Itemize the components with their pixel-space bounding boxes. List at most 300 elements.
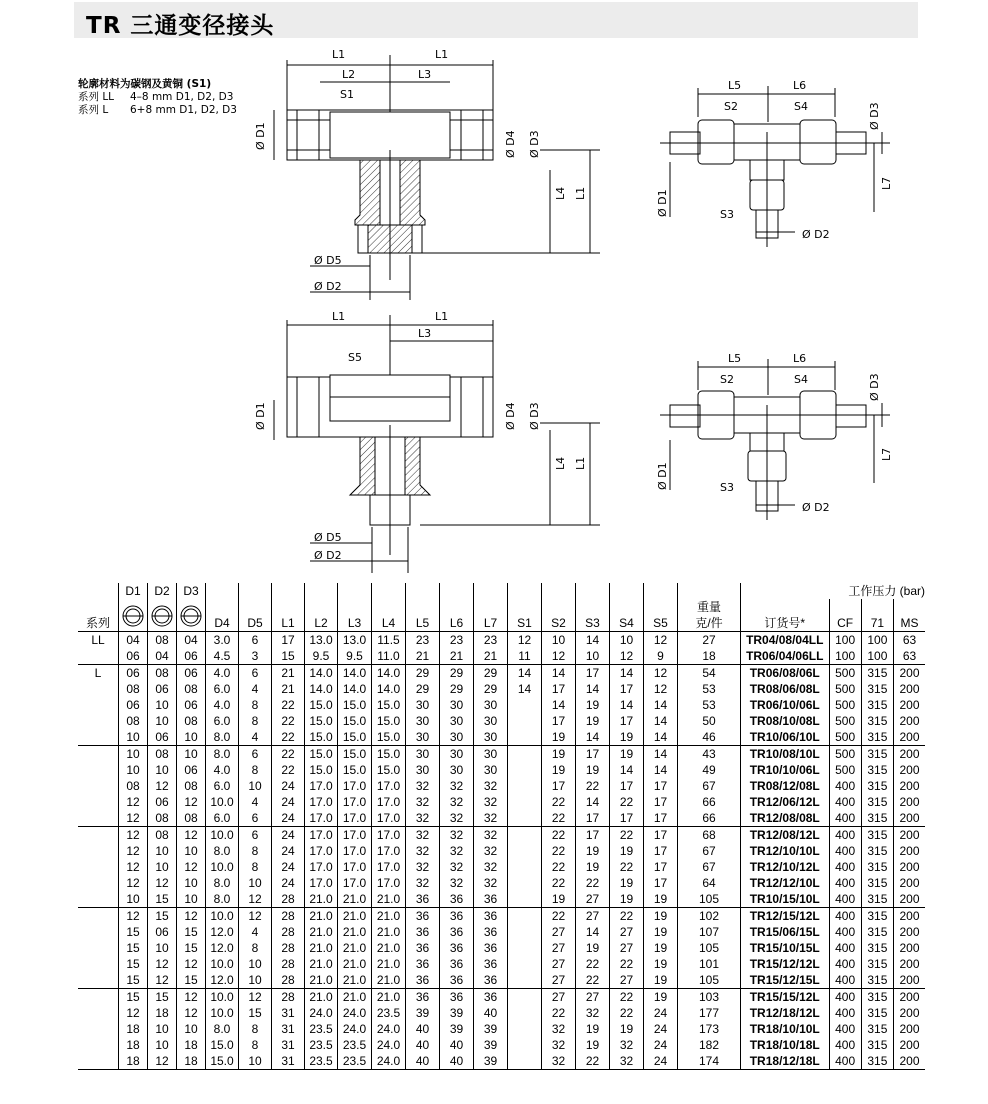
table-cell: 315 bbox=[861, 827, 893, 844]
table-cell: 11 bbox=[508, 648, 542, 665]
label-d1: Ø D1 bbox=[254, 402, 267, 430]
table-cell: 17.0 bbox=[372, 875, 406, 891]
table-cell: 100 bbox=[861, 632, 893, 649]
table-cell: 22 bbox=[272, 713, 305, 729]
material-line: 系列 LL 4–8 mm D1, D2, D3 bbox=[78, 91, 234, 103]
table-cell: 14 bbox=[610, 665, 644, 682]
table-cell: 10 bbox=[177, 1021, 206, 1037]
table-row bbox=[78, 713, 925, 729]
table-cell: 8.0 bbox=[206, 746, 239, 763]
table-cell: 29 bbox=[474, 665, 508, 682]
col-header-d3-top: D3 bbox=[177, 583, 206, 599]
cell-series bbox=[78, 924, 119, 940]
table-cell: 12 bbox=[177, 827, 206, 844]
col-header-s3: S3 bbox=[576, 599, 610, 632]
table-cell: 6 bbox=[239, 810, 272, 827]
table-cell: 08 bbox=[119, 713, 148, 729]
table-cell: 23 bbox=[406, 632, 440, 649]
table-cell: 46 bbox=[678, 729, 741, 746]
table-row bbox=[78, 762, 925, 778]
label-l7: L7 bbox=[880, 447, 893, 461]
table-cell: 17.0 bbox=[305, 875, 338, 891]
table-cell: 200 bbox=[894, 891, 926, 908]
table-cell: 8 bbox=[239, 1021, 272, 1037]
cell-series bbox=[78, 778, 119, 794]
table-cell: 315 bbox=[861, 697, 893, 713]
table-cell: 17 bbox=[644, 875, 678, 891]
table-cell: 22 bbox=[542, 810, 576, 827]
table-cell: 19 bbox=[644, 989, 678, 1006]
table-row bbox=[78, 908, 925, 925]
table-cell: 22 bbox=[576, 1053, 610, 1070]
table-cell: 14 bbox=[644, 746, 678, 763]
table-cell: 12.0 bbox=[206, 940, 239, 956]
table-cell: 14 bbox=[576, 794, 610, 810]
table-cell: 315 bbox=[861, 794, 893, 810]
table-cell: 24 bbox=[644, 1037, 678, 1053]
table-cell: 08 bbox=[177, 810, 206, 827]
table-cell: 14 bbox=[644, 697, 678, 713]
label-d5: Ø D5 bbox=[314, 531, 342, 544]
label-l5: L5 bbox=[728, 79, 742, 92]
table-cell: 19 bbox=[542, 729, 576, 746]
table-cell bbox=[508, 956, 542, 972]
table-cell: 08 bbox=[148, 632, 177, 649]
table-cell: 24.0 bbox=[338, 1005, 372, 1021]
table-cell: 8 bbox=[239, 697, 272, 713]
table-cell: 4 bbox=[239, 924, 272, 940]
table-cell: 19 bbox=[542, 762, 576, 778]
table-cell: 6 bbox=[239, 746, 272, 763]
table-cell: 15 bbox=[177, 940, 206, 956]
table-cell: TR18/12/18L bbox=[741, 1053, 830, 1070]
table-cell: 400 bbox=[829, 891, 861, 908]
table-cell: 14.0 bbox=[338, 681, 372, 697]
table-cell: 32 bbox=[610, 1053, 644, 1070]
table-cell: 17 bbox=[610, 778, 644, 794]
table-cell: 17.0 bbox=[305, 859, 338, 875]
table-cell: 14 bbox=[542, 697, 576, 713]
label-d1: Ø D1 bbox=[656, 462, 669, 490]
table-cell: 21.0 bbox=[338, 956, 372, 972]
table-cell: TR12/10/10L bbox=[741, 843, 830, 859]
table-cell: 30 bbox=[406, 746, 440, 763]
table-cell: 19 bbox=[576, 762, 610, 778]
table-cell: 27 bbox=[542, 924, 576, 940]
col-header-l1: L1 bbox=[272, 599, 305, 632]
table-row bbox=[78, 940, 925, 956]
label-l4: L4 bbox=[554, 186, 567, 200]
table-cell: 315 bbox=[861, 665, 893, 682]
label-l7: L7 bbox=[880, 176, 893, 190]
table-cell: TR08/10/08L bbox=[741, 713, 830, 729]
label-d3: Ø D3 bbox=[868, 102, 881, 130]
material-note bbox=[78, 78, 237, 117]
table-cell: 17.0 bbox=[372, 810, 406, 827]
table-cell: 08 bbox=[119, 681, 148, 697]
table-cell: 19 bbox=[576, 859, 610, 875]
table-cell: 24 bbox=[272, 810, 305, 827]
table-cell: 18 bbox=[177, 1053, 206, 1070]
table-cell: 500 bbox=[829, 681, 861, 697]
table-cell: 200 bbox=[894, 940, 926, 956]
table-cell: 17.0 bbox=[338, 827, 372, 844]
table-cell: 36 bbox=[406, 956, 440, 972]
cell-series bbox=[78, 794, 119, 810]
table-cell: 24.0 bbox=[338, 1021, 372, 1037]
table-cell bbox=[508, 940, 542, 956]
cell-series bbox=[78, 810, 119, 827]
col-header-d1-top: D1 bbox=[119, 583, 148, 599]
table-cell: 10.0 bbox=[206, 859, 239, 875]
table-cell: 200 bbox=[894, 972, 926, 989]
page-title: TR 三通变径接头 bbox=[86, 13, 275, 39]
table-cell: 315 bbox=[861, 989, 893, 1006]
label-d2: Ø D2 bbox=[802, 228, 830, 241]
table-cell: 21.0 bbox=[372, 972, 406, 989]
label-d2: Ø D2 bbox=[314, 280, 342, 293]
table-cell: 11.5 bbox=[372, 632, 406, 649]
table-cell: TR15/06/15L bbox=[741, 924, 830, 940]
circle-hex-icon bbox=[180, 605, 202, 627]
table-cell: 315 bbox=[861, 875, 893, 891]
table-cell: 15.0 bbox=[338, 762, 372, 778]
table-cell: 21 bbox=[406, 648, 440, 665]
table-cell: 500 bbox=[829, 729, 861, 746]
table-cell: 24.0 bbox=[372, 1053, 406, 1070]
table-cell: 36 bbox=[440, 956, 474, 972]
table-cell: 15 bbox=[148, 908, 177, 925]
table-row bbox=[78, 875, 925, 891]
label-d5: Ø D5 bbox=[314, 254, 342, 267]
table-cell: 63 bbox=[894, 648, 926, 665]
table-cell: 4 bbox=[239, 794, 272, 810]
table-cell: 22 bbox=[542, 859, 576, 875]
table-cell: 315 bbox=[861, 891, 893, 908]
table-cell: 4.0 bbox=[206, 762, 239, 778]
table-cell: 400 bbox=[829, 843, 861, 859]
table-cell: TR08/12/08L bbox=[741, 778, 830, 794]
table-cell: 10 bbox=[148, 762, 177, 778]
table-cell: 18 bbox=[678, 648, 741, 665]
table-row bbox=[78, 648, 925, 665]
table-cell: 21.0 bbox=[372, 908, 406, 925]
table-cell: 18 bbox=[148, 1005, 177, 1021]
table-cell: 17 bbox=[542, 681, 576, 697]
table-cell: 30 bbox=[406, 729, 440, 746]
table-cell: 12 bbox=[177, 1005, 206, 1021]
table-cell: 08 bbox=[148, 827, 177, 844]
cell-series bbox=[78, 1021, 119, 1037]
table-cell: 315 bbox=[861, 778, 893, 794]
cell-series bbox=[78, 827, 119, 844]
table-cell: 06 bbox=[148, 681, 177, 697]
table-cell: TR06/04/06LL bbox=[741, 648, 830, 665]
table-cell: 17 bbox=[644, 778, 678, 794]
table-cell: 14.0 bbox=[338, 665, 372, 682]
table-cell: 15 bbox=[239, 1005, 272, 1021]
table-cell: 10 bbox=[576, 648, 610, 665]
table-cell: TR06/10/06L bbox=[741, 697, 830, 713]
table-cell: 10.0 bbox=[206, 956, 239, 972]
table-cell: 17.0 bbox=[305, 827, 338, 844]
table-cell: 21.0 bbox=[372, 924, 406, 940]
table-cell: TR18/10/18L bbox=[741, 1037, 830, 1053]
table-cell: 105 bbox=[678, 891, 741, 908]
table-cell: 43 bbox=[678, 746, 741, 763]
table-cell: 6.0 bbox=[206, 778, 239, 794]
table-cell: 22 bbox=[576, 956, 610, 972]
table-cell: 315 bbox=[861, 729, 893, 746]
table-cell: 32 bbox=[440, 859, 474, 875]
table-cell: 32 bbox=[474, 875, 508, 891]
table-cell bbox=[508, 794, 542, 810]
table-cell: 10 bbox=[177, 843, 206, 859]
table-cell: 10.0 bbox=[206, 1005, 239, 1021]
table-cell: 30 bbox=[474, 762, 508, 778]
table-cell: 18 bbox=[119, 1053, 148, 1070]
table-cell bbox=[508, 810, 542, 827]
table-cell: 10 bbox=[148, 940, 177, 956]
col-header-系列: 系列 bbox=[78, 599, 119, 632]
table-cell: 101 bbox=[678, 956, 741, 972]
table-cell: TR10/15/10L bbox=[741, 891, 830, 908]
table-cell: 36 bbox=[406, 924, 440, 940]
table-cell: 10 bbox=[148, 697, 177, 713]
table-cell: 17.0 bbox=[305, 778, 338, 794]
table-cell: 39 bbox=[474, 1021, 508, 1037]
label-l1: L1 bbox=[332, 310, 346, 323]
table-cell: 400 bbox=[829, 908, 861, 925]
table-cell: 12 bbox=[148, 875, 177, 891]
table-cell: 19 bbox=[610, 729, 644, 746]
table-cell: 24 bbox=[272, 843, 305, 859]
table-cell: 17.0 bbox=[305, 810, 338, 827]
table-cell: 15.0 bbox=[338, 729, 372, 746]
table-cell: 10 bbox=[177, 746, 206, 763]
table-cell: 32 bbox=[474, 843, 508, 859]
table-cell bbox=[508, 713, 542, 729]
table-cell bbox=[508, 778, 542, 794]
table-row bbox=[78, 632, 925, 649]
table-cell: 400 bbox=[829, 924, 861, 940]
table-cell: 24.0 bbox=[305, 1005, 338, 1021]
table-cell: 08 bbox=[177, 713, 206, 729]
col-header-l3: L3 bbox=[338, 599, 372, 632]
cell-series bbox=[78, 681, 119, 697]
table-cell: 22 bbox=[272, 697, 305, 713]
table-cell: 200 bbox=[894, 1053, 926, 1070]
label-s5: S5 bbox=[348, 351, 362, 364]
table-cell: 315 bbox=[861, 1005, 893, 1021]
table-cell: 40 bbox=[474, 1005, 508, 1021]
table-cell: 21.0 bbox=[338, 972, 372, 989]
table-cell: 22 bbox=[272, 762, 305, 778]
table-cell: 32 bbox=[542, 1021, 576, 1037]
table-cell: 10 bbox=[119, 729, 148, 746]
label-d2: Ø D2 bbox=[802, 501, 830, 514]
table-cell: 27 bbox=[542, 940, 576, 956]
table-cell: 64 bbox=[678, 875, 741, 891]
table-cell: 107 bbox=[678, 924, 741, 940]
table-cell: 14 bbox=[542, 665, 576, 682]
table-cell: 22 bbox=[542, 875, 576, 891]
table-cell: 32 bbox=[576, 1005, 610, 1021]
table-cell: 11.0 bbox=[372, 648, 406, 665]
table-cell: 39 bbox=[440, 1005, 474, 1021]
table-cell: 30 bbox=[474, 713, 508, 729]
table-cell: TR12/18/12L bbox=[741, 1005, 830, 1021]
table-cell: 23.5 bbox=[338, 1037, 372, 1053]
table-cell: 200 bbox=[894, 794, 926, 810]
label-l2: L2 bbox=[342, 68, 356, 81]
table-cell: 27 bbox=[576, 908, 610, 925]
table-cell bbox=[508, 827, 542, 844]
table-cell: 22 bbox=[576, 875, 610, 891]
circle-hex-icon bbox=[122, 605, 144, 627]
table-cell: 8.0 bbox=[206, 729, 239, 746]
table-cell: 32 bbox=[406, 843, 440, 859]
table-cell bbox=[508, 891, 542, 908]
table-cell: 12 bbox=[148, 1053, 177, 1070]
cell-series bbox=[78, 956, 119, 972]
table-cell: 12.0 bbox=[206, 924, 239, 940]
table-cell: 06 bbox=[177, 648, 206, 665]
table-cell bbox=[508, 762, 542, 778]
table-cell: 22 bbox=[610, 859, 644, 875]
table-cell: 23.5 bbox=[305, 1021, 338, 1037]
table-row bbox=[78, 665, 925, 682]
table-cell: 67 bbox=[678, 859, 741, 875]
table-row bbox=[78, 859, 925, 875]
table-cell: 32 bbox=[440, 794, 474, 810]
table-cell: 21.0 bbox=[338, 908, 372, 925]
table-cell: 32 bbox=[440, 875, 474, 891]
table-cell: 17.0 bbox=[372, 794, 406, 810]
table-cell: 32 bbox=[406, 859, 440, 875]
table-cell: 28 bbox=[272, 972, 305, 989]
table-cell bbox=[508, 697, 542, 713]
table-cell: 68 bbox=[678, 827, 741, 844]
table-cell: 32 bbox=[440, 778, 474, 794]
table-cell: 21.0 bbox=[305, 908, 338, 925]
table-cell: 27 bbox=[576, 989, 610, 1006]
label-s4: S4 bbox=[794, 100, 808, 113]
cell-series bbox=[78, 1005, 119, 1021]
table-cell: 400 bbox=[829, 875, 861, 891]
table-cell: 39 bbox=[406, 1005, 440, 1021]
table-cell bbox=[508, 1037, 542, 1053]
table-row bbox=[78, 843, 925, 859]
table-cell: 10 bbox=[239, 778, 272, 794]
col-header-s1: S1 bbox=[508, 599, 542, 632]
table-cell: 500 bbox=[829, 697, 861, 713]
external-view-2 bbox=[650, 345, 895, 525]
table-cell: TR15/15/12L bbox=[741, 989, 830, 1006]
table-cell: 400 bbox=[829, 778, 861, 794]
table-cell: 6 bbox=[239, 632, 272, 649]
table-cell: 12.0 bbox=[206, 972, 239, 989]
table-cell bbox=[508, 1005, 542, 1021]
table-cell: 32 bbox=[406, 794, 440, 810]
table-cell: 102 bbox=[678, 908, 741, 925]
table-cell: 15 bbox=[119, 989, 148, 1006]
table-cell: TR12/08/08L bbox=[741, 810, 830, 827]
cell-series bbox=[78, 746, 119, 763]
table-cell: 22 bbox=[610, 1005, 644, 1021]
section-drawing-s1 bbox=[250, 40, 610, 300]
table-cell: 32 bbox=[440, 827, 474, 844]
table-cell bbox=[508, 1053, 542, 1070]
table-cell: TR08/06/08L bbox=[741, 681, 830, 697]
table-cell: 10 bbox=[610, 632, 644, 649]
table-cell: 315 bbox=[861, 681, 893, 697]
cell-series bbox=[78, 875, 119, 891]
label-s1: S1 bbox=[340, 88, 354, 101]
table-cell: 36 bbox=[406, 940, 440, 956]
table-cell: 12 bbox=[644, 681, 678, 697]
table-cell: 22 bbox=[542, 1005, 576, 1021]
table-cell: 19 bbox=[644, 891, 678, 908]
label-l4: L4 bbox=[554, 456, 567, 470]
table-cell: 12 bbox=[119, 827, 148, 844]
table-cell: 18 bbox=[119, 1021, 148, 1037]
table-cell: 22 bbox=[542, 843, 576, 859]
table-row bbox=[78, 681, 925, 697]
cell-series: LL bbox=[78, 632, 119, 649]
table-cell: 13.0 bbox=[305, 632, 338, 649]
table-cell: 39 bbox=[474, 1053, 508, 1070]
table-cell: 500 bbox=[829, 746, 861, 763]
table-cell: 19 bbox=[610, 875, 644, 891]
table-cell: 6.0 bbox=[206, 681, 239, 697]
table-cell: 06 bbox=[177, 665, 206, 682]
table-cell: 12 bbox=[148, 956, 177, 972]
table-cell: 32 bbox=[406, 778, 440, 794]
table-cell: 32 bbox=[474, 810, 508, 827]
table-cell: 19 bbox=[644, 972, 678, 989]
table-cell: 19 bbox=[610, 891, 644, 908]
col-header-l7: L7 bbox=[474, 599, 508, 632]
cell-series bbox=[78, 1037, 119, 1053]
table-cell: 19 bbox=[644, 956, 678, 972]
table-cell: 08 bbox=[148, 746, 177, 763]
table-cell: 18 bbox=[177, 1037, 206, 1053]
table-cell: 105 bbox=[678, 940, 741, 956]
table-cell: TR15/12/15L bbox=[741, 972, 830, 989]
table-cell: 500 bbox=[829, 665, 861, 682]
table-cell: 32 bbox=[406, 810, 440, 827]
table-cell: 315 bbox=[861, 1037, 893, 1053]
table-cell: 66 bbox=[678, 794, 741, 810]
table-cell bbox=[508, 875, 542, 891]
col-header-s5: S5 bbox=[644, 599, 678, 632]
table-cell: 10.0 bbox=[206, 827, 239, 844]
table-cell: 13.0 bbox=[338, 632, 372, 649]
table-cell: 21.0 bbox=[305, 956, 338, 972]
table-row bbox=[78, 778, 925, 794]
table-cell: 28 bbox=[272, 924, 305, 940]
spec-table-body bbox=[78, 632, 925, 1070]
label-d3: Ø D3 bbox=[528, 402, 541, 430]
label-d2: Ø D2 bbox=[314, 549, 342, 562]
label-s3: S3 bbox=[720, 481, 734, 494]
table-cell: 400 bbox=[829, 859, 861, 875]
table-cell: 67 bbox=[678, 843, 741, 859]
table-cell: 15 bbox=[177, 924, 206, 940]
table-cell: 8 bbox=[239, 762, 272, 778]
table-cell: 17.0 bbox=[305, 794, 338, 810]
